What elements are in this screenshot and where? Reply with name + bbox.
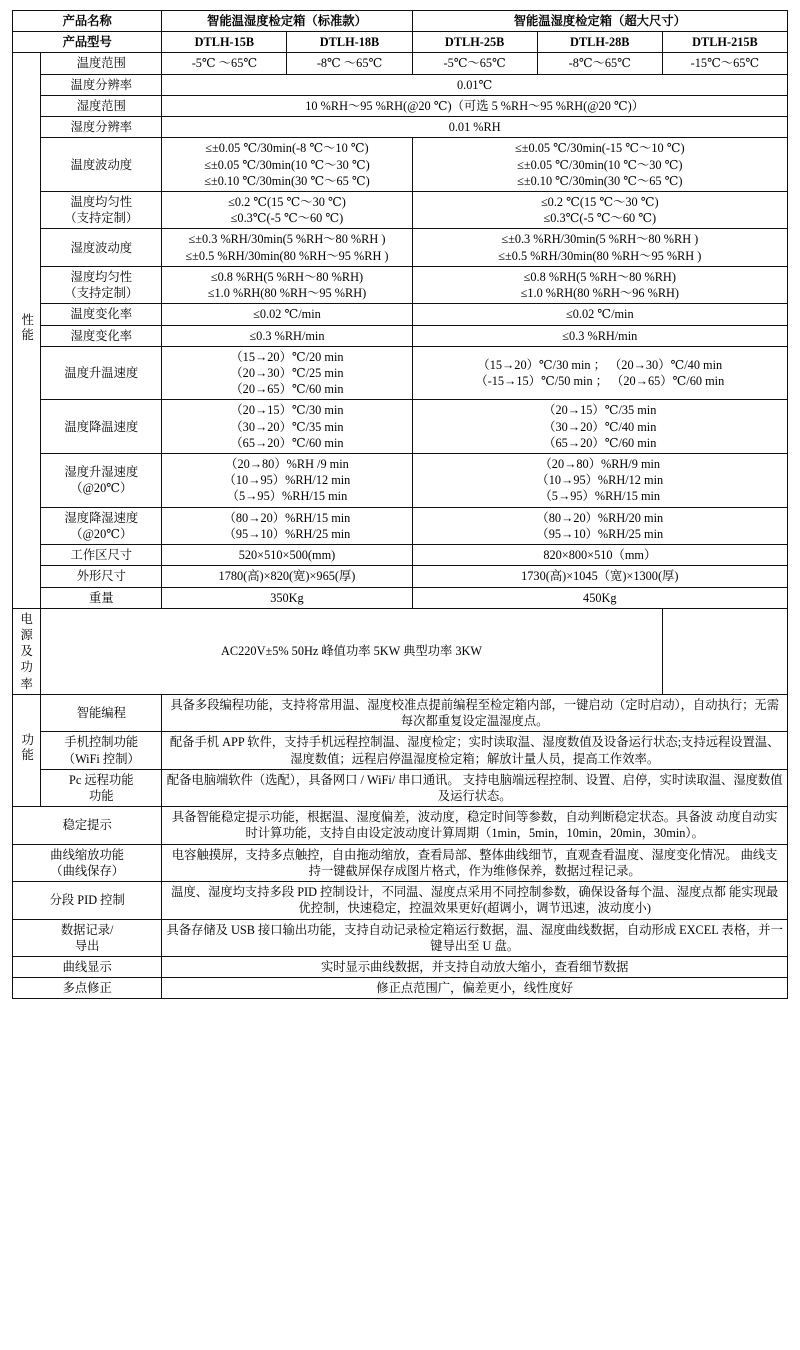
cell-weight-large: 450Kg	[412, 587, 787, 608]
cell-data-record-export-desc: 具备存储及 USB 接口输出功能，支持自动记录检定箱运行数据，温、湿度曲线数据，自动形成 EXCEL 表格，并一键导出至 U 盘。	[162, 919, 788, 956]
cell-segmented-pid-desc: 温度、湿度均支持多段 PID 控制设计，不同温、湿度点采用不同控制参数，确保设备每个温、湿度点都 能实现最优控制，快速稳定，控温效果更好(超调小，调节迅速，波动度小)	[162, 882, 788, 919]
row-label-humidification-rate: 湿度升湿速度 （@20℃）	[41, 454, 162, 508]
cell-pc-remote-desc: 配备电脑端软件（选配），具备网口 / WiFi/ 串口通讯。 支持电脑端远程控制、设置、启停，实时读取温、湿度数值及运行状态。	[162, 769, 788, 806]
cell-weight-standard: 350Kg	[162, 587, 412, 608]
cell-temp-range-4: -8℃～65℃	[537, 53, 662, 74]
row-label-mobile-control: 手机控制功能 （WiFi 控制）	[41, 732, 162, 769]
row-label-weight: 重量	[41, 587, 162, 608]
cell-humidity-fluctuation-large: ≤±0.3 %RH/30min(5 %RH～80 %RH ) ≤±0.5 %RH/30min(80 %RH～95 %RH )	[412, 229, 787, 266]
table-row-product-name	[13, 11, 788, 32]
row-label-curve-zoom: 曲线缩放功能 （曲线保存）	[13, 844, 162, 881]
category-function: 功能	[13, 694, 41, 806]
cell-model-3: DTLH-25B	[412, 32, 537, 53]
row-label-humidity-change-rate: 湿度变化率	[41, 325, 162, 346]
cell-temperature-cooling-rate-large: （20→15）℃/35 min （30→20）℃/40 min （65→20）℃/60 min	[412, 400, 787, 454]
cell-group-large: 智能温湿度检定箱（超大尺寸）	[412, 11, 787, 32]
table-row-humidity-change-rate	[13, 325, 788, 346]
table-row-overall-size	[13, 566, 788, 587]
cell-dehumidification-rate-large: （80→20）%RH/20 min （95→10）%RH/25 min	[412, 507, 787, 544]
cell-model-1: DTLH-15B	[162, 32, 287, 53]
table-row-temperature-change-rate	[13, 304, 788, 325]
table-row-dehumidification-rate	[13, 507, 788, 544]
cell-temperature-fluctuation-large: ≤±0.05 ℃/30min(-15 ℃～10 ℃) ≤±0.05 ℃/30min(10 ℃～30 ℃) ≤±0.10 ℃/30min(30 ℃～65 ℃)	[412, 138, 787, 192]
row-label-humidity-uniformity: 湿度均匀性 （支持定制）	[41, 266, 162, 303]
cell-stability-prompt-desc: 具备智能稳定提示功能，根据温、湿度偏差，波动度，稳定时间等参数，自动判断稳定状态。具备波 动度自动实时计算功能，支持自由设定波动度计算周期（1min，5min，10min，20min，30min）。	[162, 807, 788, 844]
table-row-temperature-range	[13, 53, 788, 74]
row-label-humidity-resolution: 湿度分辨率	[41, 117, 162, 138]
specification-table	[12, 10, 788, 999]
row-label-data-record-export: 数据记录/ 导出	[13, 919, 162, 956]
table-row-mobile-control	[13, 732, 788, 769]
row-label-humidity-fluctuation: 湿度波动度	[41, 229, 162, 266]
cell-temperature-heating-rate-standard: （15→20）℃/20 min （20→30）℃/25 min （20→65）℃/60 min	[162, 346, 412, 400]
cell-temp-range-5: -15℃～65℃	[662, 53, 787, 74]
row-label-temperature-resolution: 温度分辨率	[41, 74, 162, 95]
table-row-humidity-resolution	[13, 117, 788, 138]
table-row-working-area-size	[13, 545, 788, 566]
table-row-product-model	[13, 32, 788, 53]
cell-dehumidification-rate-standard: （80→20）%RH/15 min （95→10）%RH/25 min	[162, 507, 412, 544]
cell-mobile-control-desc: 配备手机 APP 软件，支持手机远程控制温、湿度检定；实时读取温、湿度数值及设备运行状态;支持远程设置温、湿度数值；远程启停温湿度检定箱；解放计量人员，提高工作效率。	[162, 732, 788, 769]
cell-curve-display-desc: 实时显示曲线数据，并支持自动放大缩小，查看细节数据	[162, 956, 788, 977]
table-row-segmented-pid	[13, 882, 788, 919]
row-label-overall-size: 外形尺寸	[41, 566, 162, 587]
cell-temperature-change-rate-standard: ≤0.02 ℃/min	[162, 304, 412, 325]
cell-humidity-change-rate-large: ≤0.3 %RH/min	[412, 325, 787, 346]
cell-temperature-heating-rate-large: （15→20）℃/30 min ； （20→30）℃/40 min （-15→15）℃/50 min ； （20→65）℃/60 min	[412, 346, 787, 400]
table-row-pc-remote	[13, 769, 788, 806]
table-row-temperature-uniformity	[13, 191, 788, 228]
cell-humidification-rate-standard: （20→80）%RH /9 min （10→95）%RH/12 min （5→95）%RH/15 min	[162, 454, 412, 508]
cell-temperature-resolution: 0.01℃	[162, 74, 788, 95]
row-label-stability-prompt: 稳定提示	[13, 807, 162, 844]
table-row-temperature-heating-rate	[13, 346, 788, 400]
cell-overall-size-large: 1730(高)×1045（宽)×1300(厚)	[412, 566, 787, 587]
cell-product-name-label: 产品名称	[13, 11, 162, 32]
table-row-curve-zoom	[13, 844, 788, 881]
table-row-humidity-range	[13, 95, 788, 116]
cell-model-4: DTLH-28B	[537, 32, 662, 53]
cell-humidity-uniformity-standard: ≤0.8 %RH(5 %RH～80 %RH) ≤1.0 %RH(80 %RH～95 %RH)	[162, 266, 412, 303]
cell-group-standard: 智能温湿度检定箱（标准款）	[162, 11, 412, 32]
row-label-multipoint-correction: 多点修正	[13, 978, 162, 999]
row-label-humidity-range: 湿度范围	[41, 95, 162, 116]
row-label-pc-remote: Pc 远程功能 功能	[41, 769, 162, 806]
cell-humidity-range: 10 %RH～95 %RH(@20 ℃)（可选 5 %RH～95 %RH(@20 ℃)）	[162, 95, 788, 116]
table-row-stability-prompt	[13, 807, 788, 844]
cell-humidity-resolution: 0.01 %RH	[162, 117, 788, 138]
row-label-dehumidification-rate: 湿度降湿速度 （@20℃）	[41, 507, 162, 544]
table-row-weight	[13, 587, 788, 608]
cell-overall-size-standard: 1780(高)×820(宽)×965(厚)	[162, 566, 412, 587]
table-row-temperature-fluctuation	[13, 138, 788, 192]
cell-humidity-change-rate-standard: ≤0.3 %RH/min	[162, 325, 412, 346]
table-row-humidity-fluctuation	[13, 229, 788, 266]
cell-smart-programming-desc: 具备多段编程功能，支持将常用温、湿度校准点提前编程至检定箱内部，一键启动（定时启动），自动执行；无需每次都重复设定温湿度点。	[162, 694, 788, 731]
cell-product-model-label: 产品型号	[13, 32, 162, 53]
row-label-smart-programming: 智能编程	[41, 694, 162, 731]
cell-temp-range-2: -8℃ ～65℃	[287, 53, 412, 74]
cell-temperature-uniformity-standard: ≤0.2 ℃(15 ℃～30 ℃) ≤0.3℃(-5 ℃～60 ℃)	[162, 191, 412, 228]
cell-model-2: DTLH-18B	[287, 32, 412, 53]
table-row-temperature-cooling-rate	[13, 400, 788, 454]
cell-power-supply: AC220V±5% 50Hz 峰值功率 5KW 典型功率 3KW	[41, 608, 663, 694]
category-performance: 性能	[13, 53, 41, 608]
cell-temp-range-1: -5℃ ～65℃	[162, 53, 287, 74]
table-row-multipoint-correction	[13, 978, 788, 999]
row-label-curve-display: 曲线显示	[13, 956, 162, 977]
row-label-temperature-heating-rate: 温度升温速度	[41, 346, 162, 400]
cell-working-area-size-standard: 520×510×500(mm)	[162, 545, 412, 566]
row-label-temperature-uniformity: 温度均匀性 （支持定制）	[41, 191, 162, 228]
table-row-curve-display	[13, 956, 788, 977]
cell-working-area-size-large: 820×800×510（mm）	[412, 545, 787, 566]
table-row-smart-programming	[13, 694, 788, 731]
cell-temperature-cooling-rate-standard: （20→15）℃/30 min （30→20）℃/35 min （65→20）℃/60 min	[162, 400, 412, 454]
cell-temperature-uniformity-large: ≤0.2 ℃(15 ℃～30 ℃) ≤0.3℃(-5 ℃～60 ℃)	[412, 191, 787, 228]
cell-temp-range-3: -5℃～65℃	[412, 53, 537, 74]
row-label-temperature-fluctuation: 温度波动度	[41, 138, 162, 192]
cell-temperature-change-rate-large: ≤0.02 ℃/min	[412, 304, 787, 325]
cell-curve-zoom-desc: 电容触摸屏，支持多点触控，自由拖动缩放，查看局部、整体曲线细节，直观查看温度、湿度变化情况。 曲线支持一键截屏保存成图片格式，作为维修保养，数据过程记录。	[162, 844, 788, 881]
row-label-temperature-cooling-rate: 温度降温速度	[41, 400, 162, 454]
table-row-humidification-rate	[13, 454, 788, 508]
table-row-humidity-uniformity	[13, 266, 788, 303]
table-row-power-supply	[13, 608, 788, 694]
row-label-working-area-size: 工作区尺寸	[41, 545, 162, 566]
cell-humidity-uniformity-large: ≤0.8 %RH(5 %RH～80 %RH) ≤1.0 %RH(80 %RH～96 %RH)	[412, 266, 787, 303]
table-row-temperature-resolution	[13, 74, 788, 95]
row-label-temperature-range: 温度范围	[41, 53, 162, 74]
cell-temperature-fluctuation-standard: ≤±0.05 ℃/30min(-8 ℃～10 ℃) ≤±0.05 ℃/30min(10 ℃～30 ℃) ≤±0.10 ℃/30min(30 ℃～65 ℃)	[162, 138, 412, 192]
row-label-segmented-pid: 分段 PID 控制	[13, 882, 162, 919]
row-label-temperature-change-rate: 温度变化率	[41, 304, 162, 325]
table-row-data-record-export	[13, 919, 788, 956]
cell-humidity-fluctuation-standard: ≤±0.3 %RH/30min(5 %RH～80 %RH ) ≤±0.5 %RH/30min(80 %RH～95 %RH )	[162, 229, 412, 266]
cell-model-5: DTLH-215B	[662, 32, 787, 53]
row-label-power-supply: 电源及功率	[13, 608, 41, 694]
cell-multipoint-correction-desc: 修正点范围广，偏差更小，线性度好	[162, 978, 788, 999]
cell-humidification-rate-large: （20→80）%RH/9 min （10→95）%RH/12 min （5→95）%RH/15 min	[412, 454, 787, 508]
